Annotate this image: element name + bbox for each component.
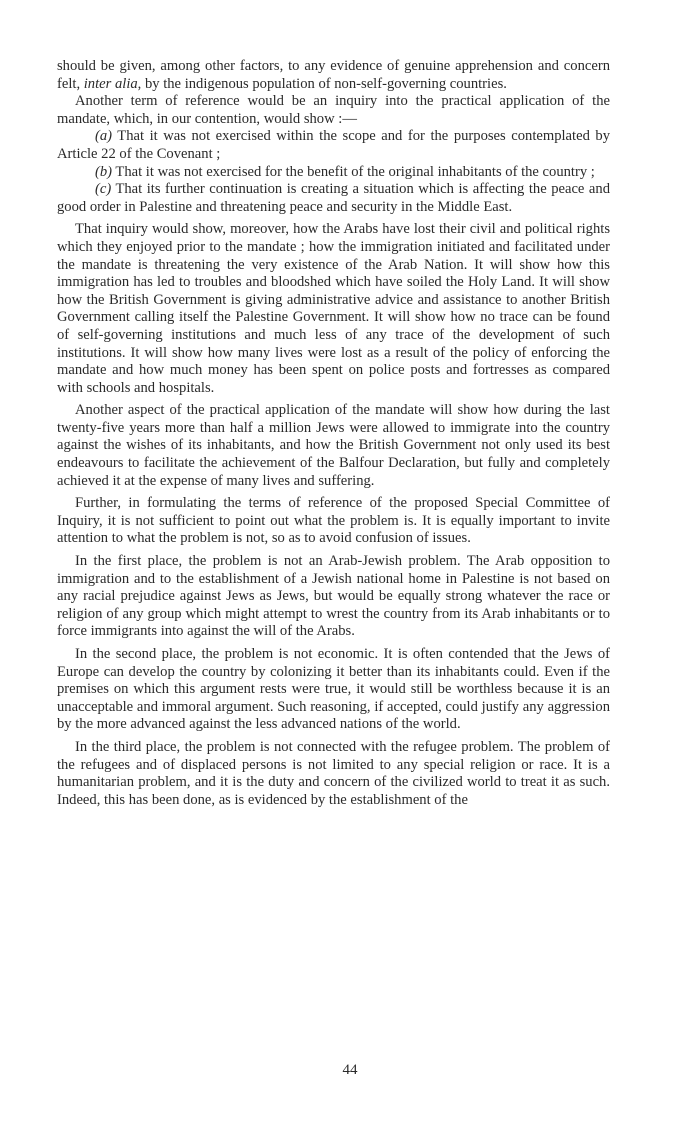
list-text: That it was not exercised for the benefit of the original inhabitants of the country ; [112,163,595,180]
page-number: 44 [342,1062,358,1078]
paragraph-inquiry: That inquiry would show, moreover, how the Arabs have lost their civil and political rights which they enjoyed prior to the mandate ; how the immigration initiated and facilitated under the mandate is threatening the very existence of the Arab Nation. It will show how this immigration has led to troubles and bloodshed which have soiled the Holy Land. It will show how the British Government is giving administrative advice and assistance to another British Government calling itself the Palestine Government. It will show how no trace can be found of self-governing institutions and much less of any trace of the development of such institutions. It will show how many lives were lost as a result of the policy of enforcing the mandate and how much money has been spent on police posts and fortresses as compared with schools and hospitals. [57,221,610,396]
paragraph-terms-formulation: Further, in formulating the terms of reference of the proposed Special Committee of Inquiry, it is not sufficient to point out what the problem is. It is equally important to invite attention to what the problem is not, so as to avoid confusion of issues. [57,495,610,547]
text-run: , by the indigenous population of non-self-governing countries. [137,75,507,92]
list-item-b [57,164,610,182]
list-text: That its further continuation is creating a situation which is affecting the peace and good order in Palestine and threatening peace and security in the Middle East. [57,181,610,215]
paragraph-continuation [57,58,610,93]
list-label: (a) [95,128,113,145]
list-item-c [57,181,610,216]
text-run: should be given, among other factors, to any evidence of genuine apprehension and concern felt, [57,58,610,92]
list-text: That it was not exercised within the scope and for the purposes contemplated by Article 22 of the Covenant ; [57,128,610,162]
list-item-a [57,128,610,163]
paragraph-third-place: In the third place, the problem is not connected with the refugee problem. The problem of the refugees and of displaced persons is not limited to any special religion or race. It is a humanitarian problem, and it is the duty and concern of the civilized world to treat it as such. Indeed, this has been done, as is evidenced by the establishment of the [57,738,610,808]
paragraph-first-place: In the first place, the problem is not an Arab-Jewish problem. The Arab opposition to immigration and to the establishment of a Jewish national home in Palestine is not based on any racial prejudice against Jews as Jews, but would be equally strong whatever the race or religion of any group which might attempt to wrest the country from its Arab inhabitants or to force immigrants into against the will of the Arabs. [57,553,610,640]
list-label: (c) [95,181,112,198]
list-label: (b) [95,163,113,180]
italic-phrase: inter alia [83,75,138,92]
paragraph-practical-application: Another aspect of the practical application of the mandate will show how during the last twenty-five years more than half a million Jews were allowed to immigrate into the country against the wishes of its inhabitants, and how the British Government not only used its best endeavours to facilitate the achievement of the Balfour Declaration, but fully and completely achieved it at the expense of many lives and suffering. [57,402,610,489]
paragraph-second-place: In the second place, the problem is not economic. It is often contended that the Jews of Europe can develop the country by colonizing it better than its inhabitants could. Even if the premises on which this argument rests were true, it would still be worthless because it is an unacceptable and immoral argument. Such reasoning, if accepted, could justify any aggression by the more advanced against the less advanced nations of the world. [57,646,610,733]
document-body [57,58,610,809]
paragraph-terms-of-reference: Another term of reference would be an inquiry into the practical application of the mandate, which, in our contention, would show :— [57,93,610,127]
